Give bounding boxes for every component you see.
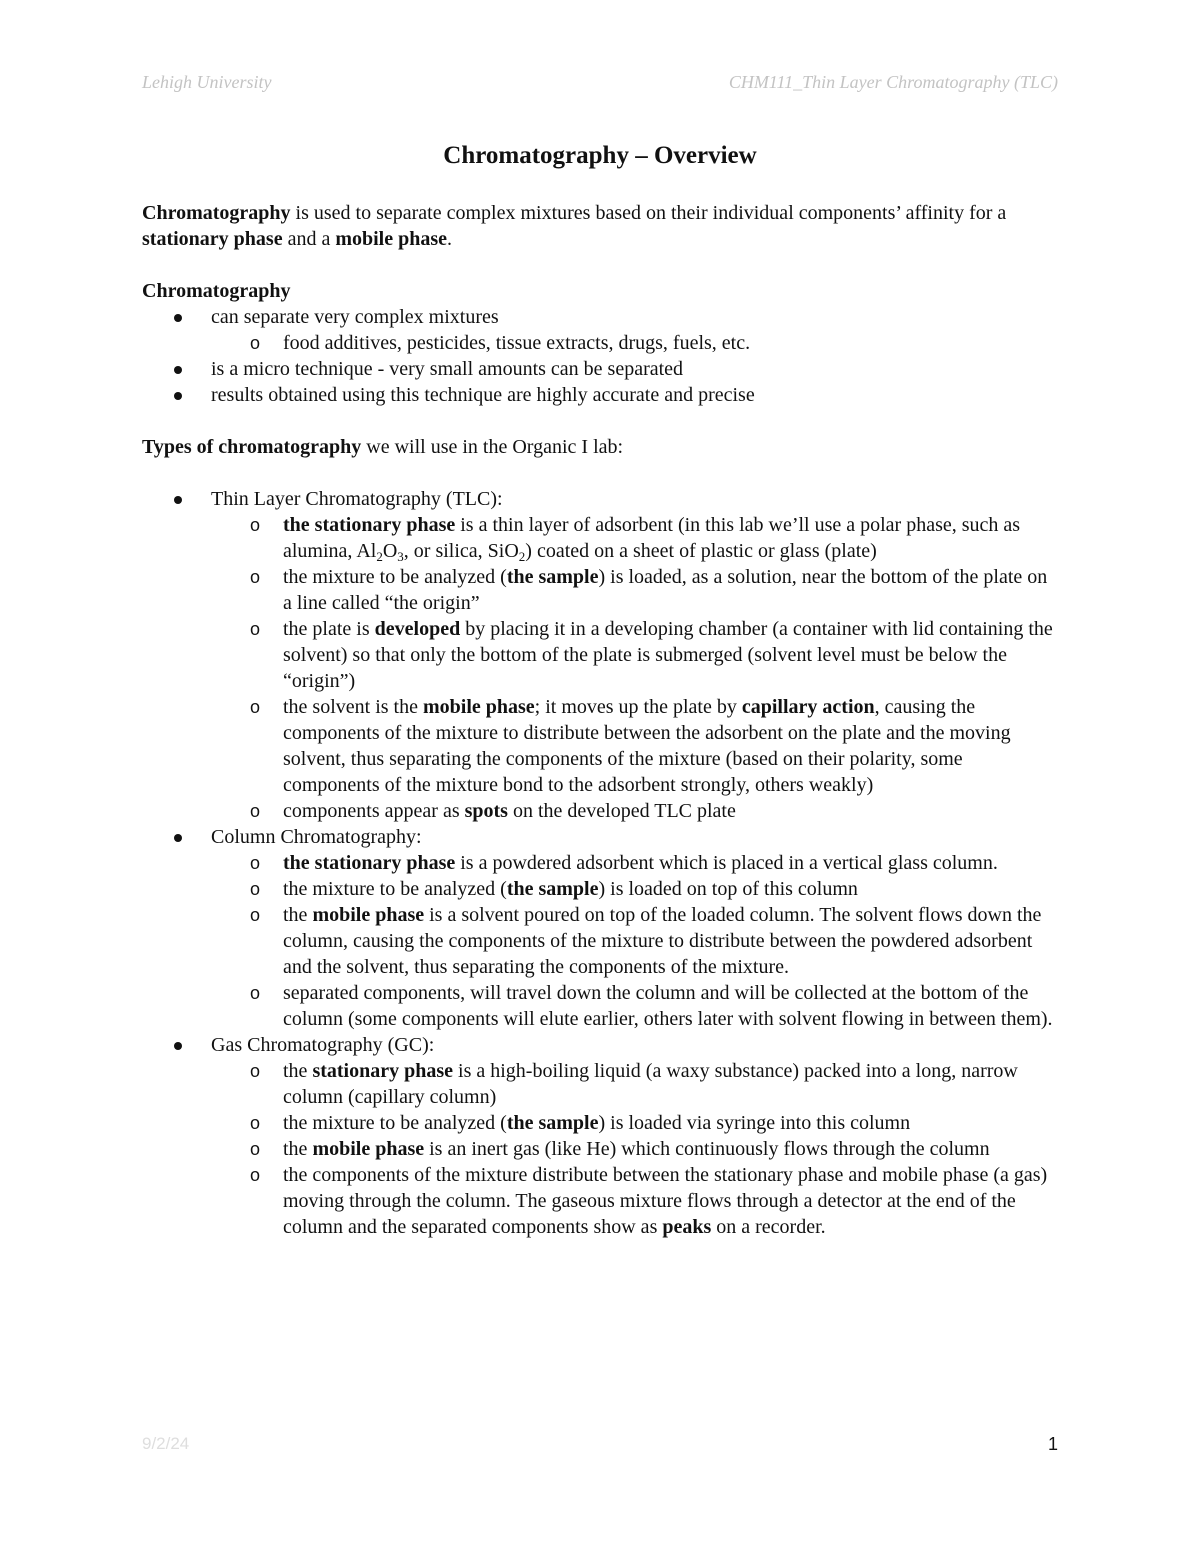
bullet-circle-icon: o — [250, 853, 261, 873]
bullet-circle-icon: o — [250, 1061, 261, 1081]
list-subitem: o the stationary phase is a powdered adsorbent which is placed in a vertical glass column. — [250, 852, 998, 874]
document-body — [142, 200, 1060, 1240]
bullet-circle-icon: o — [250, 801, 261, 821]
types-heading: Types of chromatography we will use in the Organic I lab: — [142, 436, 624, 458]
chromatography-list — [142, 304, 1060, 408]
bullet-circle-icon: o — [250, 983, 261, 1003]
bullet-circle-icon: o — [250, 619, 261, 639]
bullet-dot-icon — [174, 314, 182, 322]
list-subitem: o food additives, pesticides, tissue extracts, drugs, fuels, etc. — [250, 332, 751, 354]
types-list — [142, 486, 1060, 1240]
term-chromatography: Chromatography — [142, 202, 291, 224]
page-title: Chromatography – Overview — [443, 142, 757, 169]
term-mobile-phase: mobile phase — [335, 228, 448, 250]
bullet-circle-icon: o — [250, 879, 261, 899]
list-subitem: o the mobile phase is a solvent poured on top of the loaded column. The solvent flows down the column, causing the components of the mixture to distribute between the powdered adsorbent and the solvent, thus separating the components of the mixture. — [250, 904, 1042, 978]
bullet-circle-icon: o — [250, 1113, 261, 1133]
list-subitem: o the mobile phase is an inert gas (like He) which continuously flows through the column — [250, 1138, 990, 1160]
bullet-dot-icon — [174, 1042, 182, 1050]
bullet-circle-icon: o — [250, 697, 261, 717]
bullet-circle-icon: o — [250, 905, 261, 925]
list-subitem: o the components of the mixture distribute between the stationary phase and mobile phase (a gas) moving through the column. The gaseous mixture flows through a detector at the end of the column and the separated components show as peaks on a recorder. — [250, 1164, 1048, 1238]
intro-paragraph: Chromatography is used to separate complex mixtures based on their individual components’ affinity for a stationary phase and a mobile phase. — [142, 202, 1007, 250]
list-item-gc: Gas Chromatography (GC): — [142, 1032, 1060, 1058]
bullet-dot-icon — [174, 834, 182, 842]
list-subitem: o the solvent is the mobile phase; it moves up the plate by capillary action, causing the components of the mixture to distribute between the adsorbent on the plate and the moving solvent, thus separating the components of the mixture (based on their polarity, some components of the mixture bond to the adsorbent strongly, others weakly) — [250, 696, 1011, 796]
list-subitem: o separated components, will travel down the column and will be collected at the bottom of the column (some components will elute earlier, others later with solvent flowing in between them). — [250, 982, 1053, 1030]
list-subitem: o the mixture to be analyzed (the sample) is loaded via syringe into this column — [250, 1112, 911, 1134]
list-subitem: o the mixture to be analyzed (the sample) is loaded on top of this column — [250, 878, 858, 900]
list-subitem: o the stationary phase is a thin layer of adsorbent (in this lab we’ll use a polar phase, such as alumina, $Al_2O_3$, or silica, SiO$_2$) coated on a sheet of plastic or glass (plate) — [250, 514, 1021, 564]
section-heading-chromatography: Chromatography — [142, 280, 291, 302]
list-subitem: o the stationary phase is a high-boiling liquid (a waxy substance) packed into a long, narrow column (capillary column) — [250, 1060, 1018, 1108]
bullet-circle-icon: o — [250, 515, 261, 535]
list-item-tlc: Thin Layer Chromatography (TLC): — [142, 486, 1060, 512]
page-number: 1 — [1047, 1434, 1058, 1454]
bullet-circle-icon: o — [250, 1165, 261, 1185]
list-subitem: o the mixture to be analyzed (the sample) is loaded, as a solution, near the bottom of the plate on a line called “the origin” — [250, 566, 1048, 614]
bullet-circle-icon: o — [250, 1139, 261, 1159]
list-item: can separate very complex mixtures — [142, 304, 1060, 330]
bullet-dot-icon — [174, 496, 182, 504]
list-item-column: Column Chromatography: — [142, 824, 1060, 850]
list-item: is a micro technique - very small amounts can be separated — [142, 356, 1060, 382]
bullet-circle-icon: o — [250, 567, 261, 587]
bullet-dot-icon — [174, 392, 182, 400]
bullet-dot-icon — [174, 366, 182, 374]
spacer — [142, 460, 1060, 486]
header-course-title: CHM111_Thin Layer Chromatography (TLC) — [728, 72, 1058, 92]
footer-date: 9/2/24 — [142, 1434, 190, 1453]
list-item: results obtained using this technique are highly accurate and precise — [142, 382, 1060, 408]
header-institution: Lehigh University — [142, 72, 272, 92]
list-subitem: o the plate is developed by placing it in a developing chamber (a container with lid containing the solvent) so that only the bottom of the plate is submerged (solvent level must be below the “origin”) — [250, 618, 1053, 692]
bullet-circle-icon: o — [250, 333, 261, 353]
list-subitem: o components appear as spots on the developed TLC plate — [250, 800, 736, 822]
term-stationary-phase: stationary phase — [142, 228, 283, 250]
